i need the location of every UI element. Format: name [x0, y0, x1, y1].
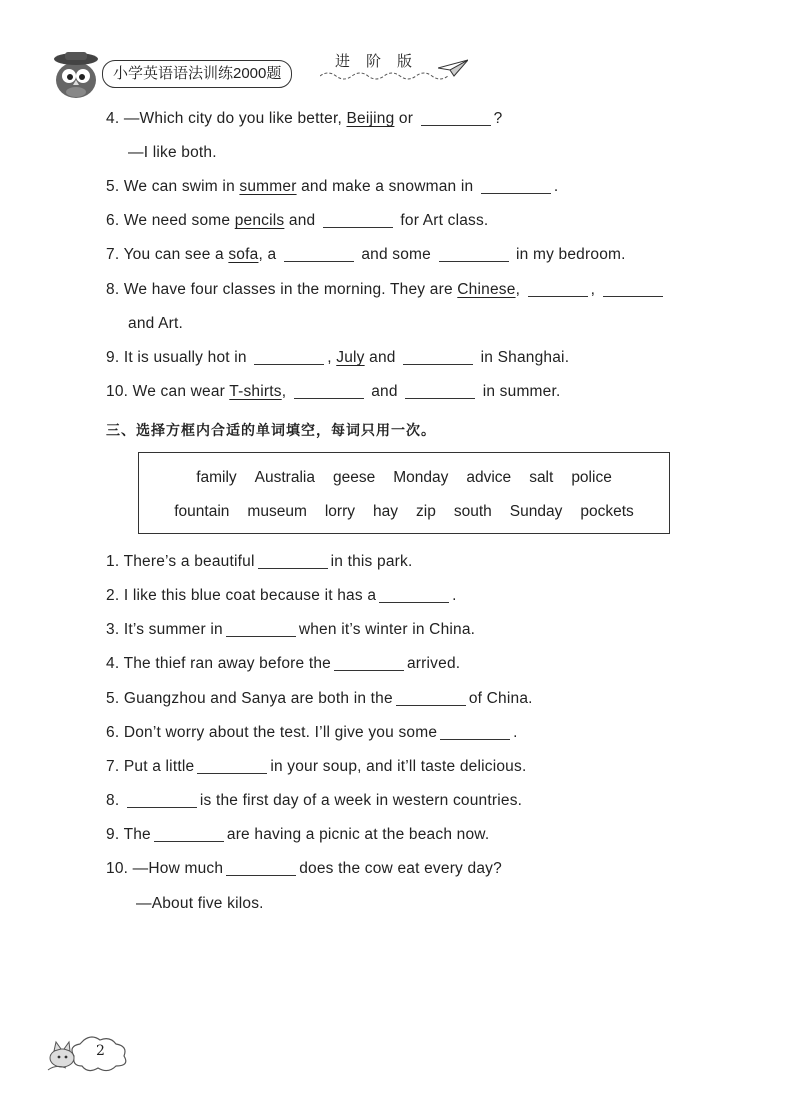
page-header — [40, 42, 480, 102]
word: police — [571, 469, 612, 486]
s3-item-7: 7. Put a little in your soup, and it’ll taste delicious. — [106, 758, 527, 775]
edition-label: 进阶版 — [335, 52, 429, 70]
s3-item-1: 1. There’s a beautiful in this park. — [106, 553, 413, 570]
s2-item-8-cont: and Art. — [128, 315, 184, 332]
page-number: 2 — [96, 1043, 105, 1059]
s2-item-10: 10. We can wear T-shirts, and in summer. — [106, 383, 561, 400]
word: south — [453, 503, 492, 520]
answer-blank[interactable] — [154, 840, 224, 842]
answer-blank[interactable] — [440, 738, 510, 740]
s3-item-2: 2. I like this blue coat because it has a . — [106, 587, 457, 604]
book-title: 小学英语语法训练2000题 — [102, 60, 292, 88]
word: advice — [466, 469, 512, 486]
s3-item-10-reply: —About five kilos. — [136, 895, 264, 912]
answer-blank[interactable] — [197, 772, 267, 774]
answer-blank[interactable] — [528, 295, 588, 297]
answer-blank[interactable] — [421, 124, 491, 126]
word-bank-row-1 — [139, 467, 669, 489]
word: pockets — [580, 503, 634, 520]
answer-blank[interactable] — [379, 601, 449, 603]
answer-blank[interactable] — [294, 397, 364, 399]
word: museum — [247, 503, 307, 520]
word: fountain — [174, 503, 230, 520]
word-bank-row-2 — [139, 501, 669, 523]
s2-item-4: 4. —Which city do you like better, Beijing or ? — [106, 110, 503, 127]
s2-item-7: 7. You can see a sofa, a and some in my bedroom. — [106, 246, 626, 263]
word: Sunday — [509, 503, 563, 520]
word: zip — [416, 503, 436, 520]
word-bank — [138, 452, 670, 534]
answer-blank[interactable] — [603, 295, 663, 297]
answer-blank[interactable] — [405, 397, 475, 399]
word: Monday — [393, 469, 449, 486]
s2-item-6: 6. We need some pencils and for Art class. — [106, 212, 489, 229]
answer-blank[interactable] — [403, 363, 473, 365]
answer-blank[interactable] — [226, 635, 296, 637]
s3-item-3: 3. It’s summer in when it’s winter in China. — [106, 621, 476, 638]
wavy-line — [320, 68, 450, 82]
word: hay — [373, 503, 398, 520]
answer-blank[interactable] — [284, 260, 354, 262]
word: lorry — [324, 503, 355, 520]
s2-item-9: 9. It is usually hot in , July and in Shanghai. — [106, 349, 570, 366]
owl-icon — [48, 50, 104, 100]
s3-item-5: 5. Guangzhou and Sanya are both in the of China. — [106, 690, 533, 707]
paper-plane-icon — [438, 58, 468, 78]
word: Australia — [254, 469, 315, 486]
cat-icon — [44, 1034, 134, 1074]
answer-blank[interactable] — [258, 567, 328, 569]
s3-item-8: 8. is the first day of a week in western countries. — [106, 792, 523, 809]
answer-blank[interactable] — [439, 260, 509, 262]
answer-blank[interactable] — [481, 192, 551, 194]
answer-blank[interactable] — [396, 704, 466, 706]
s3-item-4: 4. The thief ran away before the arrived. — [106, 655, 461, 672]
s3-item-6: 6. Don’t worry about the test. I’ll give you some . — [106, 724, 518, 741]
answer-blank[interactable] — [334, 669, 404, 671]
section-3-title: 三、选择方框内合适的单词填空，每词只用一次。 — [106, 422, 436, 438]
answer-blank[interactable] — [226, 874, 296, 876]
s3-item-10: 10. —How much does the cow eat every day? — [106, 860, 502, 877]
word: salt — [529, 469, 554, 486]
answer-blank[interactable] — [323, 226, 393, 228]
s3-item-9: 9. The are having a picnic at the beach now. — [106, 826, 490, 843]
s2-item-5: 5. We can swim in summer and make a snowman in . — [106, 178, 559, 195]
answer-blank[interactable] — [254, 363, 324, 365]
word: geese — [332, 469, 376, 486]
word: family — [196, 469, 237, 486]
answer-blank[interactable] — [127, 806, 197, 808]
s2-item-4-reply: —I like both. — [128, 144, 217, 161]
s2-item-8: 8. We have four classes in the morning. They are Chinese, , — [106, 279, 666, 301]
